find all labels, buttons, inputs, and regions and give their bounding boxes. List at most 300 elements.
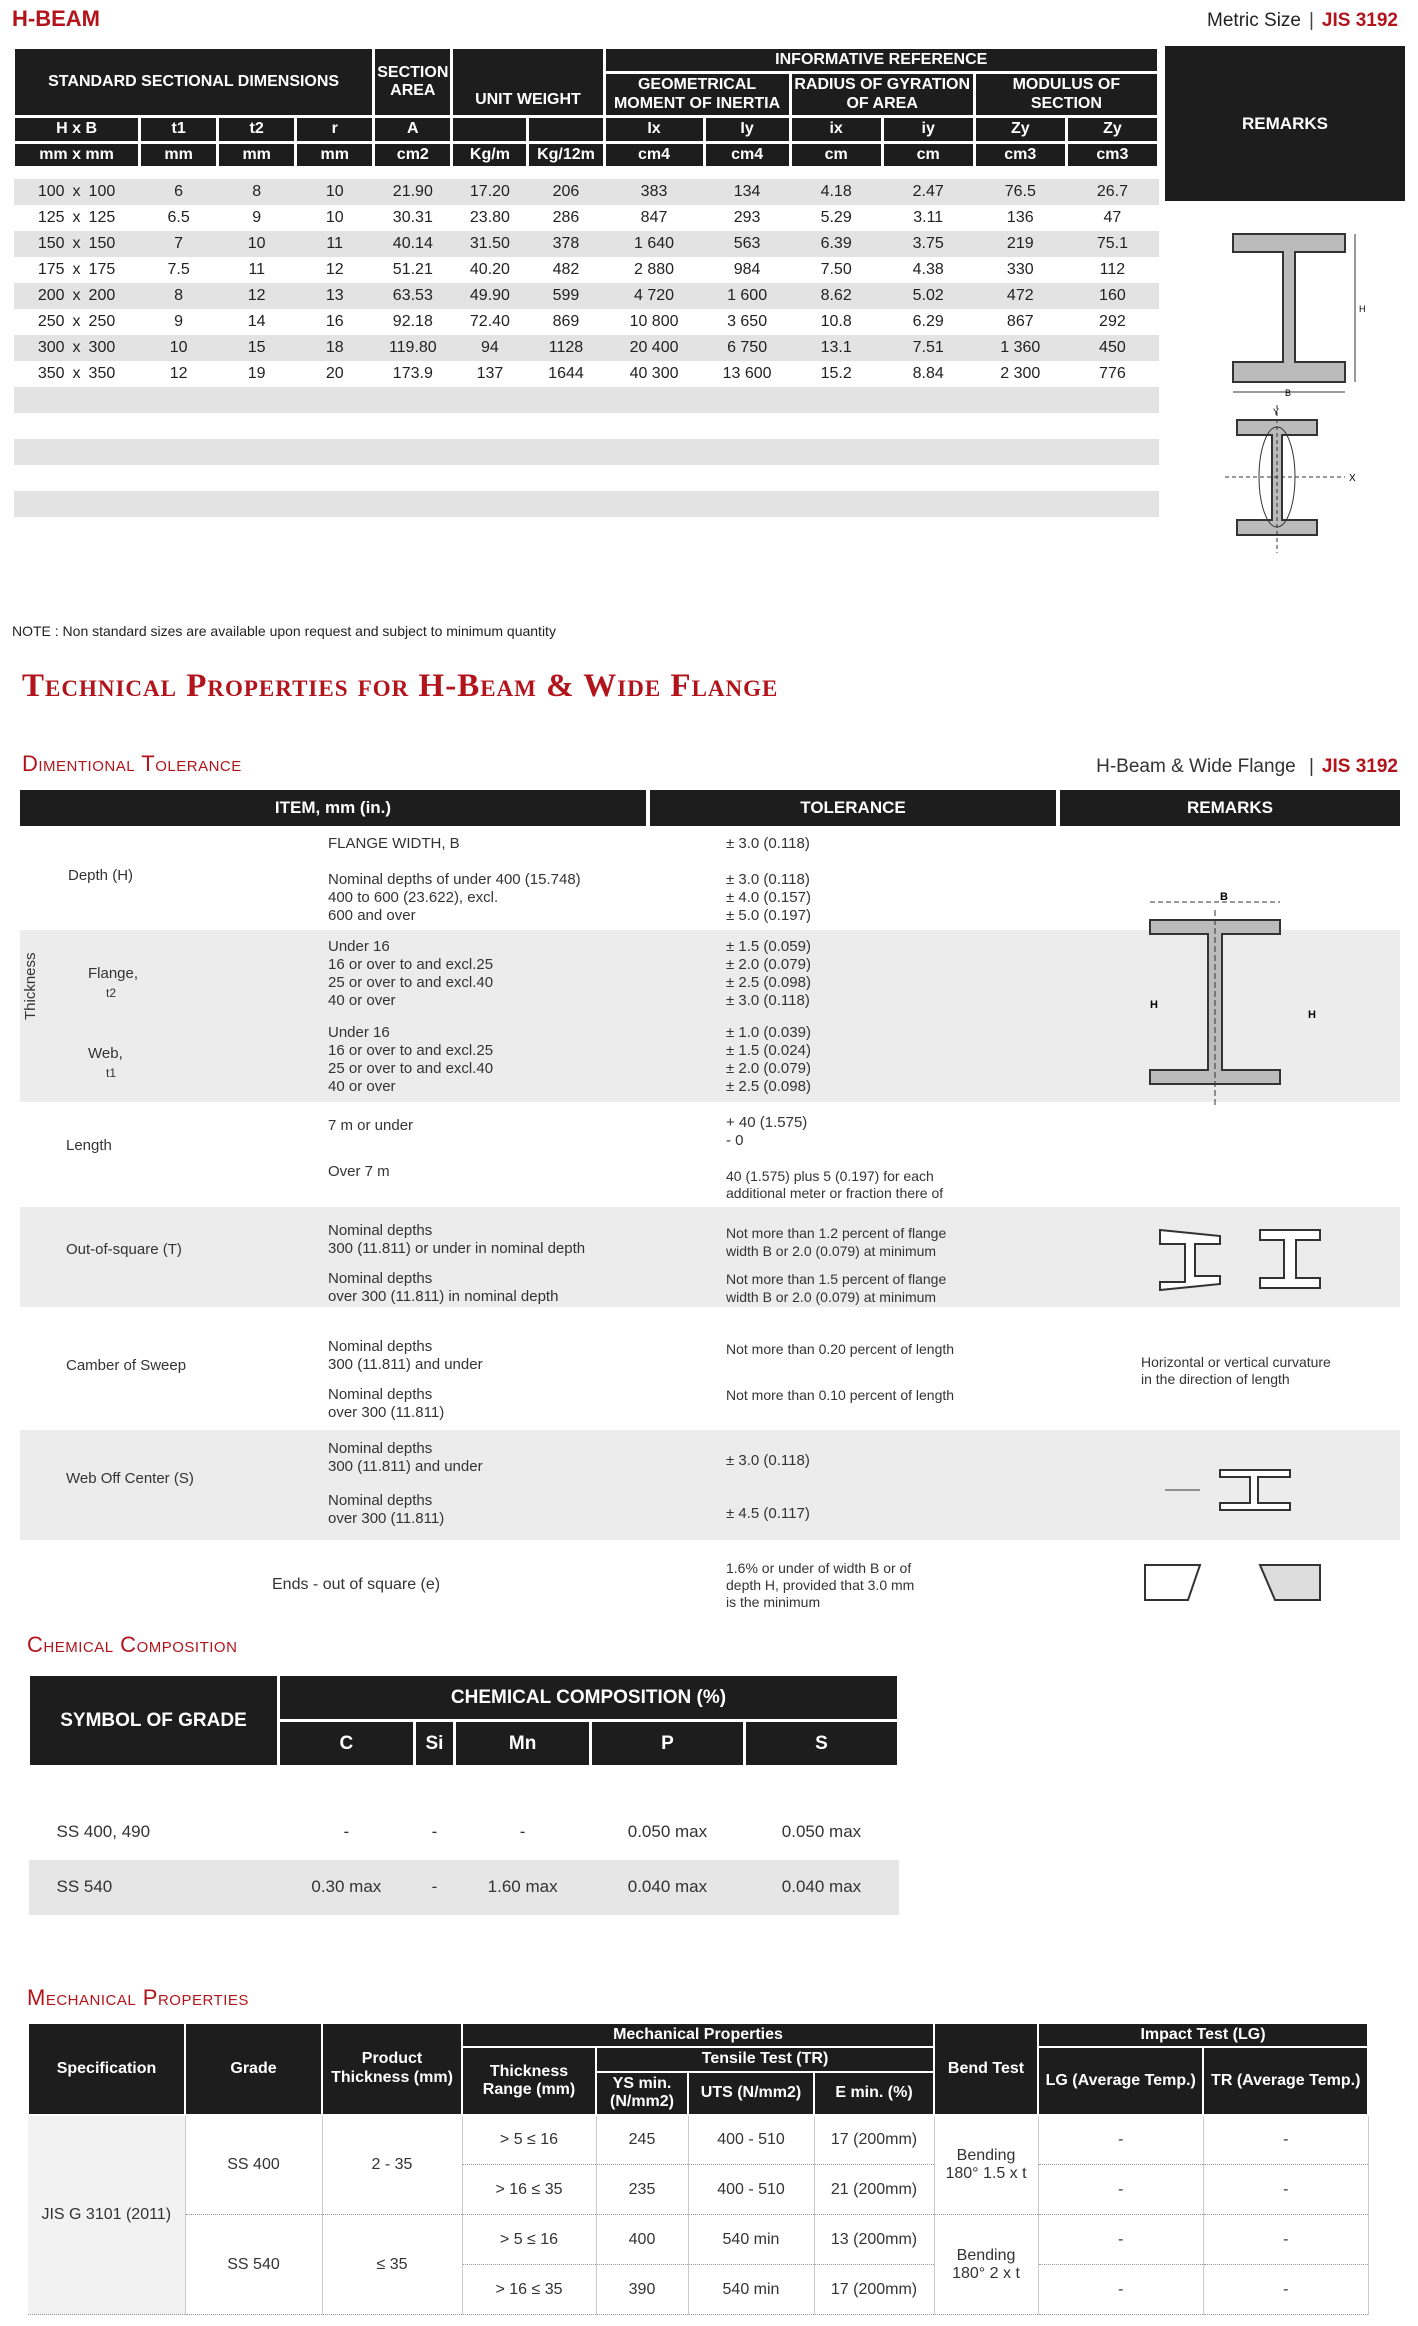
table-cell: 984 [704,257,790,283]
sym-r: r [296,117,374,142]
table-cell: 286 [528,205,604,231]
table-cell: 136 [974,205,1066,231]
table-cell: 10 [296,205,374,231]
table-cell: 599 [528,283,604,309]
cell-hxb [14,361,140,387]
cell-b: 125 [88,209,116,227]
woc-b [328,1492,444,1528]
table-cell: 6 750 [704,335,790,361]
tr-cell: - [1203,2265,1368,2315]
header-remarks: REMARKS [1060,790,1400,826]
header-impact: Impact Test (LG) [1038,2023,1368,2047]
uts-cell: 540 min [688,2265,814,2315]
emin-cell: 13 (200mm) [814,2215,934,2265]
table-cell: 7.50 [790,257,882,283]
table-cell: 20 400 [604,335,704,361]
table-cell: 17.20 [452,179,528,205]
sym-t2: t2 [218,117,296,142]
separator: | [1308,10,1314,31]
cell-h: 300 [37,339,65,357]
table-cell: 1 600 [704,283,790,309]
thk-tol: ± 2.5 (0.098) [726,1078,811,1095]
table-cell: 13 [296,283,374,309]
table-cell: 11 [218,257,296,283]
tol-line: 40 (1.575) plus 5 (0.197) for each [726,1168,934,1184]
sym-iy: Iy [704,117,790,142]
line: depth H, provided that 3.0 mm [726,1577,915,1593]
cell-h: 250 [37,313,65,331]
unit-a: cm2 [374,142,452,167]
header-tr: TR (Average Temp.) [1203,2047,1368,2114]
table-row-blank [14,465,1159,491]
table-row-blank [14,517,1159,543]
table-cell: 10 [296,179,374,205]
sym-ix: Ix [604,117,704,142]
thk-item: Under 16 [328,1024,390,1041]
table-cell: 0.30 max [279,1860,415,1915]
sym-zy-1: Zy [974,117,1066,142]
tolerance-std-label: H-Beam & Wide Flange [1096,756,1296,777]
bend-cell: Bending 180° 1.5 x t [934,2115,1038,2215]
table-cell: 293 [704,205,790,231]
thk-item: Under 16 [328,938,390,955]
table-cell: 8 [140,283,218,309]
svg-text:B: B [1220,891,1228,903]
cell-x: x [72,235,81,253]
chem-col-s: S [744,1721,898,1767]
table-cell: 6.29 [882,309,974,335]
length-label: Length [66,1137,112,1154]
line: 300 (11.811) and under [328,1356,483,1373]
unit-ix: cm4 [604,142,704,167]
table-cell: 1128 [528,335,604,361]
table-cell: 92.18 [374,309,452,335]
depth-tol: ± 4.0 (0.157) [726,889,811,906]
table-cell: 5.29 [790,205,882,231]
tolerance-header [20,790,1400,826]
cell-hxb [14,205,140,231]
depth-label: Depth (H) [68,867,134,884]
table-cell: 12 [296,257,374,283]
table-row [14,361,1159,387]
emin-cell: 17 (200mm) [814,2265,934,2315]
table-cell: 1.60 max [455,1860,591,1915]
cell-x: x [72,287,81,305]
table-cell: 1 360 [974,335,1066,361]
table-cell: 0.040 max [590,1860,744,1915]
unit-ixs: cm [790,142,882,167]
sym-blank-1 [452,117,528,142]
table-cell: 134 [704,179,790,205]
table-cell: 3.75 [882,231,974,257]
camber-a-tol: Not more than 0.20 percent of length [726,1341,955,1357]
grade-cell: SS 540 [185,2215,322,2315]
unit-t1: mm [140,142,218,167]
table-row [14,283,1159,309]
thk-item: 40 or over [328,992,396,1009]
flange-width-tol: ± 3.0 (0.118) [726,835,810,852]
table-cell: - [431,1822,438,1841]
lg-cell: - [1038,2115,1203,2165]
table-cell: 6 [140,179,218,205]
table-row-blank [14,491,1159,517]
length-a: 7 m or under [328,1117,414,1134]
tr-cell: - [1203,2215,1368,2265]
header-spec: Specification [28,2023,185,2115]
table-cell: 12 [218,283,296,309]
ys-cell: 235 [596,2165,688,2215]
chemical-table [27,1673,900,1915]
header-thickness: Product Thickness (mm) [322,2023,462,2115]
line: Not more than 1.2 percent of flange [726,1225,947,1241]
table-cell: 14 [218,309,296,335]
table-cell: 16 [296,309,374,335]
table-cell: - [519,1822,526,1841]
table-cell: 72.40 [452,309,528,335]
tr-cell: - [1203,2165,1368,2215]
oos-b-tol [726,1270,946,1306]
table-cell: 6.39 [790,231,882,257]
depth-tol: ± 3.0 (0.118) [726,871,810,888]
line: Horizontal or vertical curvature [1141,1354,1331,1370]
table-row [28,2115,1368,2165]
lg-cell: - [1038,2165,1203,2215]
oos-a-tol [726,1224,946,1260]
hbeam-axis-diagram [1225,405,1365,555]
metric-size-label [1207,10,1398,32]
blank-cell [14,491,1159,517]
table-cell: 563 [704,231,790,257]
table-cell: 40 300 [604,361,704,387]
thk-tol: ± 2.5 (0.098) [726,974,811,991]
cell-hxb [14,231,140,257]
bend-cell: Bending 180° 2 x t [934,2215,1038,2315]
table-cell: 2 300 [974,361,1066,387]
cell-b: 150 [88,235,116,253]
depth-items [328,871,581,925]
hbeam-dimensions-table [12,46,1160,543]
unit-kg12m: Kg/12m [528,142,604,167]
thk-tol: ± 1.5 (0.024) [726,1042,811,1059]
header-radius-gyration: RADIUS OF GYRATION OF AREA [790,73,974,117]
table-cell: 15.2 [790,361,882,387]
oos-label: Out-of-square (T) [66,1241,182,1258]
line: 300 (11.811) or under in nominal depth [328,1240,586,1257]
camber-b [328,1386,444,1422]
thk-tol: ± 3.0 (0.118) [726,992,810,1009]
cell-hxb [14,179,140,205]
cell-b: 100 [88,183,116,201]
header-range: Thickness Range (mm) [462,2047,596,2114]
uts-cell: 540 min [688,2215,814,2265]
table-cell: 63.53 [374,283,452,309]
table-cell: SS 540 [29,1860,279,1915]
sym-blank-2 [528,117,604,142]
thk-item: 25 or over to and excl.40 [328,974,494,991]
sym-hxb: H x B [14,117,140,142]
cell-hxb [14,309,140,335]
cell-h: 200 [37,287,65,305]
table-cell: 7.5 [140,257,218,283]
table-cell: 472 [974,283,1066,309]
table-cell: 383 [604,179,704,205]
thk-item: 25 or over to and excl.40 [328,1060,494,1077]
header-tolerance: TOLERANCE [650,790,1056,826]
jis-standard: JIS 3192 [1321,756,1398,777]
blank-cell [14,387,1159,413]
table-cell: 160 [1066,283,1158,309]
t2-label: t2 [106,986,117,1000]
table-cell: 49.90 [452,283,528,309]
header-chem-comp: CHEMICAL COMPOSITION (%) [279,1675,899,1721]
line: Nominal depths [328,1270,433,1287]
web-thk-items [328,1024,493,1096]
line: 300 (11.811) and under [328,1458,483,1475]
table-cell: - [414,1860,455,1915]
table-cell: 292 [1066,309,1158,335]
cell-b: 300 [88,339,116,357]
table-cell: 10 [218,231,296,257]
unit-zy2: cm3 [1066,142,1158,167]
table-cell: 10.8 [790,309,882,335]
ends-tol [726,1560,914,1611]
flange-width-label: FLANGE WIDTH, B [328,835,460,852]
chemical-title: Chemical Composition [27,1632,238,1657]
table-row [29,1805,899,1860]
line: over 300 (11.811) [328,1404,445,1421]
tol-line: + 40 (1.575) [726,1114,808,1131]
table-cell: 219 [974,231,1066,257]
thk-item: 40 or over [328,1078,396,1095]
table-row [28,2215,1368,2265]
table-cell: 4.38 [882,257,974,283]
table-cell: 119.80 [374,335,452,361]
table-cell: 9 [218,205,296,231]
tolerance-title: Dimentional Tolerance [22,751,242,776]
table-cell: 173.9 [374,361,452,387]
cell-h: 175 [37,261,65,279]
cell-hxb [14,335,140,361]
table-cell: 76.5 [974,179,1066,205]
header-item: ITEM, mm (in.) [20,790,646,826]
tr-cell: - [1203,2115,1368,2165]
camber-b-tol: Not more than 0.10 percent of length [726,1387,955,1403]
tech-properties-title: Technical Properties for H-Beam & Wide Flange [22,668,779,704]
depth-item: 400 to 600 (23.622), excl. [328,889,499,906]
unit-t2: mm [218,142,296,167]
woc-label: Web Off Center (S) [66,1470,194,1487]
thk-item: 16 or over to and excl.25 [328,956,494,973]
table-cell: 450 [1066,335,1158,361]
table-cell: 2 880 [604,257,704,283]
line: width B or 2.0 (0.079) at minimum [726,1243,937,1259]
separator: | [1308,756,1314,777]
header-std-dims: STANDARD SECTIONAL DIMENSIONS [14,48,374,117]
cell-x: x [72,261,81,279]
web-off-center-diagram [1160,1465,1310,1515]
table-cell: 5.02 [882,283,974,309]
header-emin: E min. (%) [814,2072,934,2115]
table-cell: 0.040 max [744,1860,898,1915]
flange-thk-tols [726,938,811,1010]
range-cell: > 16 ≤ 35 [462,2265,596,2315]
woc-a [328,1440,483,1476]
grade-cell: SS 400 [185,2115,322,2215]
table-row [14,231,1159,257]
cell-x: x [72,183,81,201]
cell-b: 175 [88,261,116,279]
thickness-cell: 2 - 35 [322,2115,462,2215]
table-cell: 3 650 [704,309,790,335]
table-cell: 12 [140,361,218,387]
chem-col-si: Si [414,1721,455,1767]
cell-b: 200 [88,287,116,305]
table-cell: 1 640 [604,231,704,257]
line: Nominal depths [328,1338,433,1355]
table-cell: 21.90 [374,179,452,205]
header-informative: INFORMATIVE REFERENCE [604,48,1159,73]
table-cell: 4 720 [604,283,704,309]
table-cell: 20 [296,361,374,387]
header-uts: UTS (N/mm2) [688,2072,814,2115]
table-row-blank [14,413,1159,439]
table-cell: 7 [140,231,218,257]
line: in the direction of length [1141,1371,1290,1387]
ends-diagram [1130,1560,1330,1610]
range-cell: > 16 ≤ 35 [462,2165,596,2215]
woc-a-tol: ± 3.0 (0.118) [726,1452,810,1469]
table-row [29,1860,899,1915]
remarks-header: REMARKS [1165,46,1405,201]
out-of-square-diagram [1150,1218,1330,1298]
table-cell: 18 [296,335,374,361]
cell-hxb [14,283,140,309]
line: Nominal depths [328,1222,433,1239]
t1-label: t1 [106,1066,117,1080]
table-cell: 15 [218,335,296,361]
table-cell: 8.84 [882,361,974,387]
range-cell: > 5 ≤ 16 [462,2115,596,2165]
tol-line: - 0 [726,1132,744,1149]
table-cell: 7.51 [882,335,974,361]
header-section-area: SECTION AREA [374,48,452,117]
hbeam-profile-diagram [1225,222,1365,397]
oos-b [328,1270,558,1306]
table-cell: 31.50 [452,231,528,257]
table-row [14,309,1159,335]
thickness-label: Thickness [22,952,39,1020]
line: over 300 (11.811) [328,1510,445,1527]
mechanical-table [27,2022,1369,2315]
note-text: NOTE : Non standard sizes are available upon request and subject to minimum quantity [12,623,556,639]
emin-cell: 21 (200mm) [814,2165,934,2215]
unit-kgm: Kg/m [452,142,528,167]
table-cell: 51.21 [374,257,452,283]
oos-a [328,1222,585,1258]
table-cell: 378 [528,231,604,257]
cell-x: x [72,209,81,227]
length-b-tol [726,1168,943,1202]
svg-text:X: X [1349,473,1356,484]
blank-cell [14,413,1159,439]
header-lg: LG (Average Temp.) [1038,2047,1203,2114]
table-cell: 1644 [528,361,604,387]
ends-label: Ends - out of square (e) [272,1576,441,1593]
table-cell: 10 800 [604,309,704,335]
thk-tol: ± 1.5 (0.059) [726,938,811,955]
depth-item: 600 and over [328,907,416,924]
svg-text:B: B [1285,388,1292,397]
thickness-cell: ≤ 35 [322,2215,462,2315]
blank-cell [14,517,1159,543]
chem-col-p: P [590,1721,744,1767]
unit-iys: cm [882,142,974,167]
flange-thk-items [328,938,493,1010]
camber-a [328,1338,483,1374]
unit-zy1: cm3 [974,142,1066,167]
line: 1.6% or under of width B or of [726,1560,912,1576]
depth-item: Nominal depths of under 400 (15.748) [328,871,581,888]
table-cell: SS 400, 490 [56,1822,151,1841]
table-cell: 11 [296,231,374,257]
woc-b-tol: ± 4.5 (0.117) [726,1505,810,1522]
line: Nominal depths [328,1386,433,1403]
table-row [14,257,1159,283]
camber-remark [1141,1354,1331,1388]
svg-text:H: H [1308,1009,1316,1021]
header-modulus: MODULUS OF SECTION [974,73,1158,117]
table-cell: 2.47 [882,179,974,205]
table-cell: - [343,1822,350,1841]
table-cell: 112 [1066,257,1158,283]
table-cell: 40.20 [452,257,528,283]
chem-col-mn: Mn [455,1721,591,1767]
chem-col-c: C [279,1721,415,1767]
line: Nominal depths [328,1492,433,1509]
sym-ix-small: ix [790,117,882,142]
section-title-hbeam: H-BEAM [12,6,100,31]
cell-x: x [72,365,81,383]
table-cell: 330 [974,257,1066,283]
depth-tols [726,871,811,925]
cell-h: 125 [37,209,65,227]
lg-cell: - [1038,2265,1203,2315]
line: Nominal depths [328,1440,433,1457]
table-row [14,179,1159,205]
sym-iy-small: iy [882,117,974,142]
ys-cell: 245 [596,2115,688,2165]
table-cell: 206 [528,179,604,205]
table-cell: 0.050 max [627,1822,708,1841]
emin-cell: 17 (200mm) [814,2115,934,2165]
tol-line: additional meter or fraction there of [726,1185,944,1201]
table-cell: 0.050 max [781,1822,862,1841]
svg-text:H: H [1150,999,1158,1011]
length-b: Over 7 m [328,1163,390,1180]
camber-label: Camber of Sweep [66,1357,187,1374]
header-mech-props: Mechanical Properties [462,2023,934,2047]
table-cell: 3.11 [882,205,974,231]
table-cell: 23.80 [452,205,528,231]
blank-cell [14,465,1159,491]
thk-item: 16 or over to and excl.25 [328,1042,494,1059]
header-tensile: Tensile Test (TR) [596,2047,934,2071]
table-cell: 4.18 [790,179,882,205]
table-cell: 8.62 [790,283,882,309]
table-cell: 869 [528,309,604,335]
line: Not more than 1.5 percent of flange [726,1271,947,1287]
thk-tol: ± 1.0 (0.039) [726,1024,811,1041]
